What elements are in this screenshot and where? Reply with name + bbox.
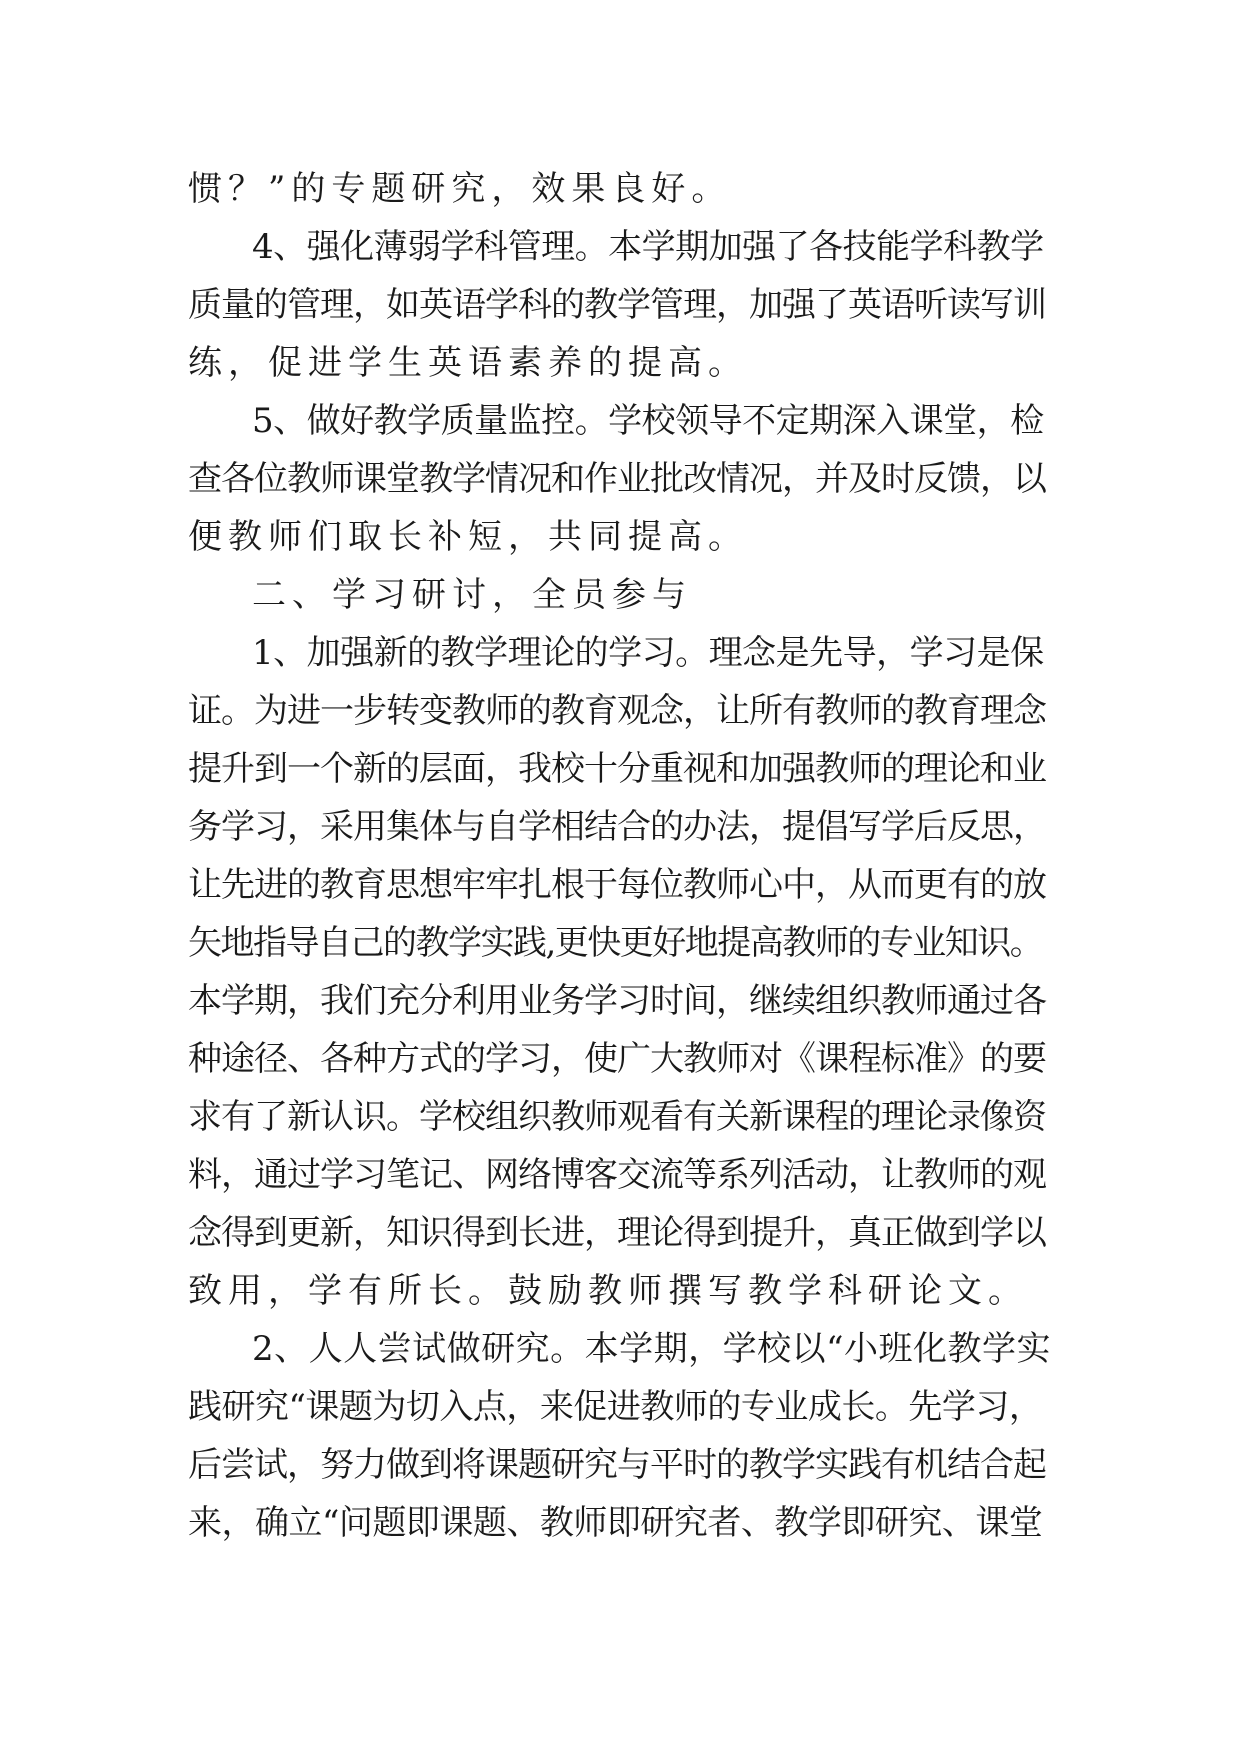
text-line: 便教师们取长补短，共同提高。	[188, 517, 748, 557]
text-line: 求有了新认识。学校组织教师观看有关新课程的理论录像资	[188, 1097, 1046, 1137]
text-line: 料，通过学习笔记、网络博客交流等系列活动，让教师的观	[188, 1155, 1046, 1195]
text-line: 念得到更新，知识得到长进，理论得到提升，真正做到学以	[188, 1213, 1046, 1253]
text-line: 查各位教师课堂教学情况和作业批改情况，并及时反馈，以	[188, 459, 1046, 499]
text-line: 让先进的教育思想牢牢扎根于每位教师心中，从而更有的放	[188, 865, 1046, 905]
text-line: 5、做好教学质量监控。学校领导不定期深入课堂，检	[252, 401, 1044, 441]
text-line: 2、人人尝试做研究。本学期，学校以“小班化教学实	[252, 1329, 1052, 1369]
text-line: 致用，学有所长。鼓励教师撰写教学科研论文。	[188, 1271, 1028, 1311]
text-line: 务学习，采用集体与自学相结合的办法，提倡写学后反思，	[188, 807, 1046, 847]
text-line: 种途径、各种方式的学习，使广大教师对《课程标准》的要	[188, 1039, 1046, 1079]
text-line: 质量的管理，如英语学科的教学管理，加强了英语听读写训	[188, 285, 1046, 325]
text-line: 后尝试，努力做到将课题研究与平时的教学实践有机结合起	[188, 1445, 1046, 1485]
text-line: 践研究“课题为切入点，来促进教师的专业成长。先学习，	[188, 1387, 1043, 1427]
text-line: 来，确立“问题即课题、教师即研究者、教学即研究、课堂	[188, 1503, 1043, 1543]
section-heading: 二、学习研讨，全员参与	[252, 575, 692, 615]
text-line: 1、加强新的教学理论的学习。理念是先导，学习是保	[252, 633, 1044, 673]
text-line: 矢地指导自己的教学实践,更快更好地提高教师的专业知识。	[188, 923, 1043, 963]
text-line: 惯？”的专题研究，效果良好。	[188, 169, 732, 209]
text-line: 练，促进学生英语素养的提高。	[188, 343, 748, 383]
text-line: 提升到一个新的层面，我校十分重视和加强教师的理论和业	[188, 749, 1046, 789]
text-line: 4、强化薄弱学科管理。本学期加强了各技能学科教学	[252, 227, 1044, 267]
text-line: 本学期，我们充分利用业务学习时间，继续组织教师通过各	[188, 981, 1046, 1021]
text-line: 证。为进一步转变教师的教育观念，让所有教师的教育理念	[188, 691, 1046, 731]
